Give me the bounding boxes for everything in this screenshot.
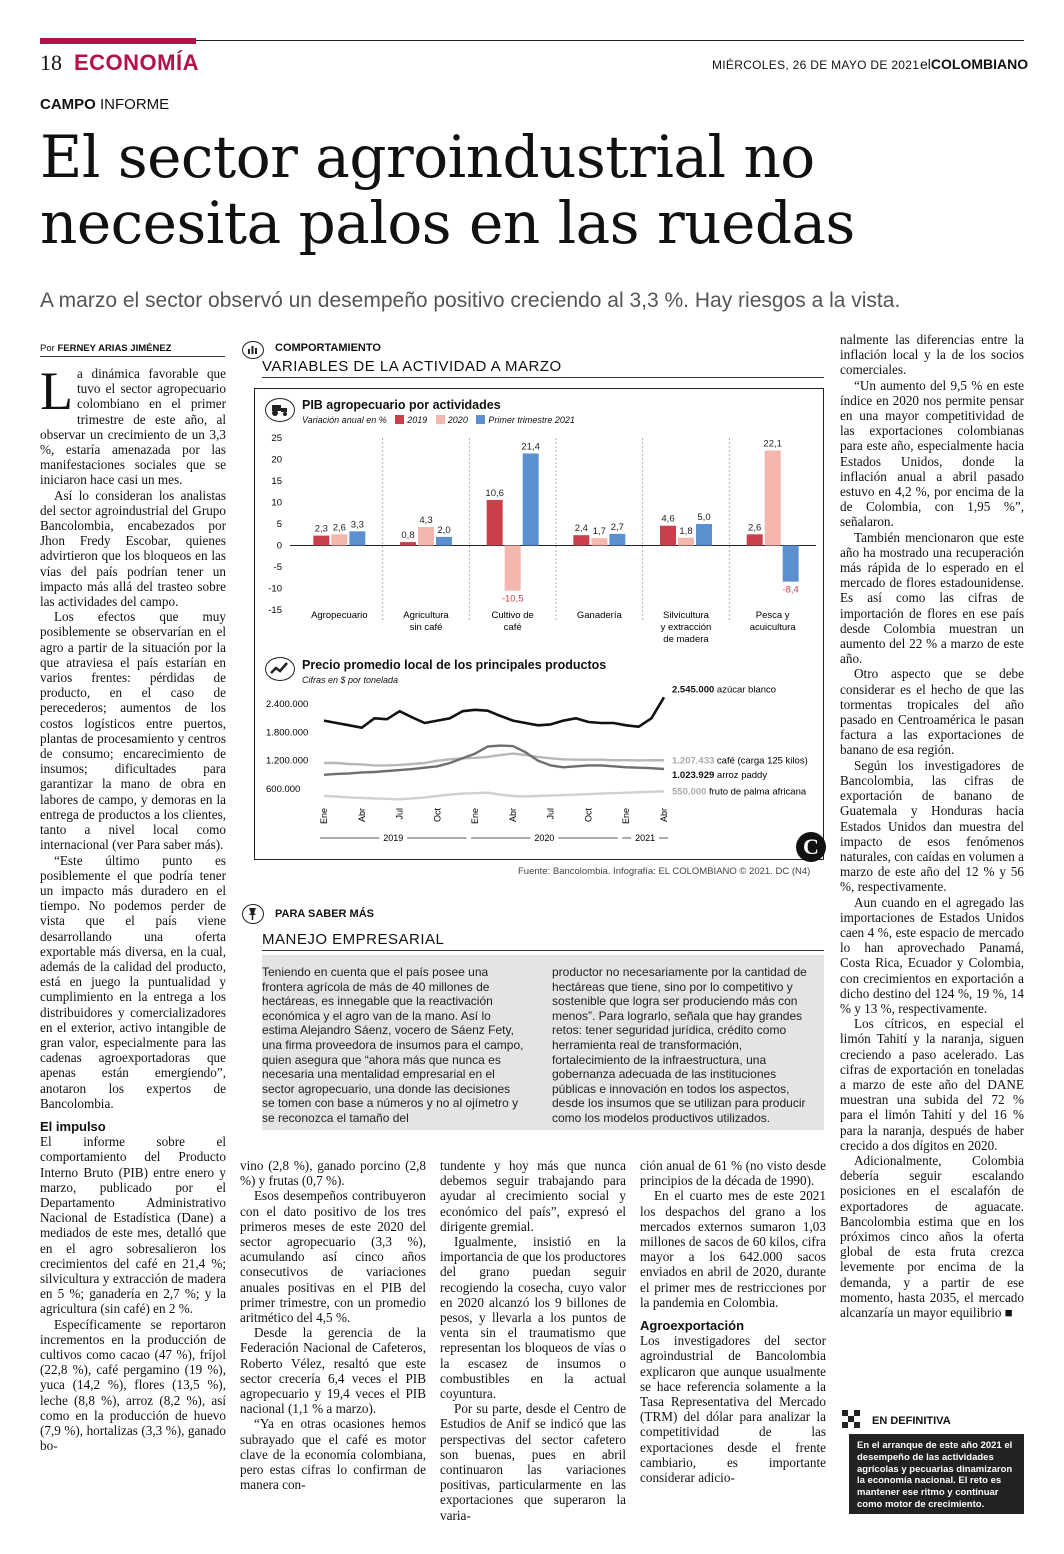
category-label: sin café bbox=[409, 622, 443, 633]
newspaper-emblem: C bbox=[796, 832, 826, 862]
bar bbox=[591, 538, 607, 545]
category-label: y extracción bbox=[660, 622, 712, 633]
series-line bbox=[324, 697, 664, 727]
trend-line-icon bbox=[265, 657, 295, 681]
series-last-value: 1.023.929 bbox=[672, 769, 717, 781]
category-label: café bbox=[503, 622, 522, 633]
data-label: 2,6 bbox=[332, 522, 346, 534]
data-label: 1,7 bbox=[592, 526, 606, 538]
y-tick-label: 1.800.000 bbox=[266, 727, 309, 739]
paragraph: Los cítricos, en especial el limón Tahití y la naranja, siguen creciendo a paso acelerado. Las cifras de exportación en toneladas a marzo de este año del DANE muestran una subida del 72 % para el limón Tahití y del 16 % para la naranja, después de haber crecido a dos dígitos en 2020. bbox=[840, 1016, 1024, 1153]
byline bbox=[40, 343, 171, 354]
definitiva-label: EN DEFINITIVA bbox=[872, 1415, 951, 1427]
data-label: 3,3 bbox=[350, 519, 364, 531]
y-tick-label: 600.000 bbox=[266, 783, 301, 795]
paragraph: También mencionaron que este año ha mostrado una recuperación más rápida de lo esperado en el mercado de flores estadounidense. Es así como las cifras de importación de flores en ese país desde Colombia muestran un aumento del 22 % a marzo de este año. bbox=[840, 529, 1024, 667]
legend-label: 2020 bbox=[447, 415, 468, 425]
y-tick-label: 1.200.000 bbox=[266, 755, 309, 767]
bar bbox=[313, 536, 329, 546]
paragraph: Adicionalmente, Colombia debería seguir escalando posiciones en el escalafón de exportadores de aguacate. Bancolombia estima que en los próximos cinco años la oferta global de esta fruta crezca levemente por encima de la demanda, y a partir de ese momento, hasta 2035, el mercado alcanzaría un mayor equilibrio ■ bbox=[840, 1152, 1024, 1320]
definitiva-box: En el arranque de este año 2021 el desempeño de las actividades agrícolas y pecuarias dinamizaron la economía nacional. El reto es mantener ese ritmo y continuar como motor de crecimiento. bbox=[849, 1434, 1024, 1514]
data-label: 21,4 bbox=[521, 441, 540, 453]
section-name: ECONOMÍA bbox=[74, 50, 199, 75]
headline-line-2: necesita palos en las ruedas bbox=[40, 189, 855, 257]
y-tick-label: 25 bbox=[271, 433, 282, 444]
sidebox-label: PARA SABER MÁS bbox=[275, 908, 375, 920]
paragraph: vino (2,8 %), ganado porcino (2,8 %) y frutas (0,7 %). bbox=[240, 1158, 426, 1189]
deck: A marzo el sector observó un desempeño positivo creciendo al 3,3 %. Hay riesgos a la vista. bbox=[40, 289, 901, 312]
legend-label: 2019 bbox=[407, 415, 428, 425]
bar-chart-legend bbox=[302, 415, 575, 425]
y-tick-label: 2.400.000 bbox=[266, 699, 309, 711]
brand-name: COLOMBIANO bbox=[930, 56, 1029, 72]
bar bbox=[660, 526, 676, 546]
bar-chart-title: PIB agropecuario por actividades bbox=[302, 398, 501, 412]
paragraph: Esos desempeños contribuyeron con el dato positivo de los tres primeros meses de este 2020 del sector agropecuario (3,3 %), acumulando así cinco años consecutivos de variaciones anuales positivas en el PIB del primer trimestre, con un promedio aritmético del 4,5 %. bbox=[240, 1188, 426, 1326]
bar-chart-icon bbox=[242, 341, 264, 359]
drop-cap: L bbox=[40, 361, 73, 421]
paragraph: Los efectos que muy posiblemente se observarían en el agro a partir de la situación por la que atraviesa el país estarían en varios frentes: pérdidas de producto, en el caso de perecederos; aumentos de los costos logísticos entre puertos, plantas de procesamiento y centros de consumo; encarecimiento de insumos; dificultades para garantizar la mano de obra en labores de campo, y demoras en la entrega de productos a los clientes, tanto a nivel local como internacional (ver Para saber más). bbox=[40, 609, 226, 853]
y-tick-label: 0 bbox=[276, 540, 282, 552]
y-tick-label: -15 bbox=[268, 605, 282, 616]
y-tick-label: 15 bbox=[271, 476, 282, 487]
column-5 bbox=[840, 332, 1024, 1320]
paragraph: ción anual de 61 % (no visto desde principios de la década de 1990). bbox=[640, 1158, 826, 1189]
data-label: 5,0 bbox=[697, 512, 711, 523]
category-label: acuicultura bbox=[749, 622, 796, 633]
paragraph: tundente y hoy más que nunca debemos seguir trabajando para ayudar al crecimiento social y económico del país”, expresó el dirigente gremial. bbox=[440, 1158, 626, 1234]
data-label: 2,7 bbox=[610, 521, 624, 533]
x-tick-label: Abr bbox=[659, 808, 669, 823]
paragraph: Según los investigadores de Bancolombia, las cifras de exportación de banano de Guatemala y Honduras hacia Estados Unidos dan muestra del impacto de esos fenómenos naturales, con caídas en volumen a marzo de este año del 12 % y 56 %, respectivamente. bbox=[840, 757, 1024, 895]
legend-swatch-2020 bbox=[436, 415, 445, 424]
byline-rule bbox=[40, 356, 225, 357]
kicker bbox=[40, 96, 169, 113]
paragraph: Los investigadores del sector agroindustrial de Bancolombia explicaron que aunque usualmente se hace referencia solamente a la Tasa Representativa del Mercado (TRM) del dólar para analizar la competitividad de las exportaciones desde el frente cambiario, es importante considerar adicio- bbox=[640, 1333, 826, 1486]
x-tick-label: Abr bbox=[356, 808, 367, 823]
line-chart bbox=[256, 684, 822, 854]
issue-date: MIÉRCOLES, 26 DE MAYO DE 2021 bbox=[712, 58, 920, 72]
paragraph: Igualmente, insistió en la importancia de que los productores del grano puedan seguir recogiendo la cosecha, cuyo valor en 2020 alcanzó los 9 billones de pesos, y llevarla a los puntos de venta sin el traumatismo que representan los bloqueos de vías o la escasez de insumos o combustibles en la actual coyuntura. bbox=[440, 1234, 626, 1402]
bar bbox=[523, 453, 539, 545]
brand-prefix: el bbox=[920, 56, 931, 72]
byline-author: FERNEY ARIAS JIMÉNEZ bbox=[57, 343, 172, 354]
bar bbox=[765, 450, 781, 545]
series-name: azúcar blanco bbox=[716, 684, 777, 696]
series-name: café (carga 125 kilos) bbox=[716, 755, 808, 767]
y-tick-label: -5 bbox=[273, 562, 282, 573]
paragraph: “Este último punto es posiblemente el que podría tener un impacto más duradero en el tiempo. No podemos perder de vista que el país viene desarrollando una oferta exportable más diversa, en la cual, además de la calidad del producto, está en juego la puntualidad y cumplimiento en la entrega a los distribuidores y comercializadores en el exterior, activo intangible de gran valor, especialmente para las cadenas agroexportadoras que apenas están emergiendo”, anotaron los expertos de Bancolombia. bbox=[40, 852, 226, 1111]
paragraph: Específicamente se reportaron incrementos en la producción de cultivos como cacao (47 %), fríjol (22,8 %), café pergamino (19 %), yuca (14,2 %), flores (13,5 %), leche (8,8 %), arroz (8,2 %), así como en la producción de huevo (7,9 %), hortalizas (3,3 %), ganado bo- bbox=[40, 1316, 226, 1454]
paragraph: Desde la gerencia de la Federación Nacional de Cafeteros, Roberto Vélez, resaltó que este sector crecería 6,4 veces el PIB agropecuario y 19,4 veces el PIB nacional (1,1 % a marzo). bbox=[240, 1325, 426, 1417]
column-1 bbox=[40, 361, 226, 1454]
line-chart-subtitle: Cifras en $ por tonelada bbox=[302, 675, 399, 685]
x-tick-label: Abr bbox=[507, 808, 518, 823]
newspaper-logo bbox=[920, 56, 1028, 72]
data-label: 4,6 bbox=[661, 513, 675, 525]
sidebox-text-left: Teniendo en cuenta que el país posee una frontera agrícola de más de 40 millones de hectáreas, es innegable que la reactivación económica y el agro van de la mano. Así lo estima Alejandro Sáenz, vocero de Sáenz Fety, una firma proveedora de insumos para el campo, quien asegura que “ahora más que nunca es necesaria una mentalidad empresarial en el sector agropecuario, una donde las decisiones se tomen con base a números y no al ojímetro y se reconozca el tamaño del bbox=[262, 965, 524, 1125]
column-2 bbox=[240, 1158, 426, 1492]
byline-prefix: Por bbox=[40, 343, 55, 354]
series-name: arroz paddy bbox=[716, 769, 768, 781]
category-label: Pesca y bbox=[755, 610, 790, 621]
category-label: Agropecuario bbox=[311, 610, 368, 621]
y-tick-label: 5 bbox=[276, 519, 282, 530]
paragraph: Otro aspecto que se debe considerar es el hecho de que las tormentas tropicales del año pasado en Centroamérica le pasan factura a las exportaciones de banano de esa región. bbox=[840, 666, 1024, 758]
bar bbox=[696, 524, 712, 546]
category-label: de madera bbox=[663, 634, 709, 645]
graphic-label: COMPORTAMIENTO bbox=[275, 342, 381, 354]
data-label: 0,8 bbox=[401, 530, 415, 542]
data-label: 10,6 bbox=[485, 487, 504, 499]
series-line bbox=[324, 791, 664, 799]
bar bbox=[400, 542, 416, 545]
graphic-rule bbox=[262, 377, 824, 378]
sidebox-rule bbox=[262, 950, 824, 951]
series-label bbox=[672, 770, 767, 781]
y-tick-label: 10 bbox=[271, 497, 282, 509]
series-last-value: 550.000 bbox=[672, 786, 709, 798]
x-tick-label: Ene bbox=[470, 808, 481, 825]
paragraph: Así lo consideran los analistas del sector agroindustrial del Grupo Bancolombia, encabezados por Jhon Fredy Escobar, quienes advirtieron que los bloqueos en las vías del país podrían tener un impacto más allá del trasteo sobre las actividades del campo. bbox=[40, 487, 226, 610]
data-label: 2,6 bbox=[748, 522, 762, 534]
data-label: 2,3 bbox=[314, 523, 328, 535]
column-3 bbox=[440, 1158, 626, 1523]
page-number: 18 bbox=[40, 50, 62, 75]
year-label: 2021 bbox=[635, 833, 656, 843]
paragraph: “Ya en otras ocasiones hemos subrayado que el café es motor clave de la economía colombiana, pero estas cifras lo confirman de manera con- bbox=[240, 1416, 426, 1493]
kicker-bold: CAMPO bbox=[40, 96, 96, 113]
bar bbox=[349, 531, 365, 545]
bar-chart-subtitle: Variación anual en % bbox=[302, 415, 387, 425]
graphic-source: Fuente: Bancolombia. Infografía: EL COLOMBIANO © 2021. DC (N4) bbox=[518, 866, 811, 877]
bar bbox=[487, 500, 503, 546]
bar bbox=[573, 535, 589, 545]
paragraph: En el cuarto mes de este 2021 los despachos del grano a los mercados externos sumaron 1,03 millones de sacos de 60 kilos, cifra mayor a los 642.000 sacos enviados en abril de 2020, durante el primer mes de restricciones por la pandemia en Colombia. bbox=[640, 1188, 826, 1310]
series-name: fruto de palma africana bbox=[708, 786, 807, 798]
pin-icon bbox=[242, 904, 264, 924]
series-label bbox=[672, 755, 808, 766]
legend-swatch-2019 bbox=[395, 415, 404, 424]
legend-swatch-2021 bbox=[476, 415, 485, 424]
series-line bbox=[324, 754, 664, 766]
sidebox-panel bbox=[262, 955, 824, 1130]
subhead: Agroexportación bbox=[640, 1318, 745, 1334]
y-tick-label: -10 bbox=[268, 583, 282, 595]
subhead: El impulso bbox=[40, 1118, 106, 1134]
headline-line-1: El sector agroindustrial no bbox=[40, 123, 815, 191]
bar bbox=[678, 538, 694, 546]
y-tick-label: 20 bbox=[271, 454, 282, 466]
category-label: Agricultura bbox=[403, 610, 449, 621]
x-tick-label: Jul bbox=[394, 808, 405, 820]
column-4 bbox=[640, 1158, 826, 1485]
legend-label: Primer trimestre 2021 bbox=[488, 415, 575, 425]
paragraph: nalmente las diferencias entre la inflación local y la de los socios comerciales. bbox=[840, 332, 1024, 378]
series-last-value: 1.207.433 bbox=[672, 755, 717, 767]
bar bbox=[505, 546, 521, 591]
x-tick-label: Jul bbox=[545, 808, 556, 820]
year-label: 2020 bbox=[534, 833, 555, 843]
sidebox-text-right: productor no necesariamente por la cantidad de hectáreas que tiene, sino por lo competitivo y sostenible que logra ser produciendo más con menos”. Para lograrlo, señala que hay grandes retos: tener seguridad jurídica, crédito como herramienta real de transformación, fortalecimiento de la infraestructura, una gobernanza adecuada de las instituciones públicas e innovación en todos los aspectos, desde los insumos que se utilizan para producir como los modelos productivos utilizados. bbox=[552, 965, 807, 1125]
kicker-light: INFORME bbox=[100, 96, 170, 113]
category-label: Silvicultura bbox=[663, 610, 709, 621]
bar bbox=[331, 534, 347, 545]
tractor-icon bbox=[265, 398, 295, 422]
data-label: 1,8 bbox=[679, 525, 693, 537]
data-label: -8,4 bbox=[782, 584, 799, 596]
series-label bbox=[672, 786, 807, 797]
data-label: 2,4 bbox=[574, 523, 588, 535]
line-chart-title: Precio promedio local de los principales productos bbox=[302, 658, 607, 672]
category-label: Ganadería bbox=[576, 610, 622, 621]
bar bbox=[609, 534, 625, 546]
year-label: 2019 bbox=[383, 833, 404, 843]
paragraph: Por su parte, desde el Centro de Estudios de Anif se indicó que las perspectivas del sector cafetero son buenas, pues en abril continuaron las variaciones positivas, particularmente en las exportaciones que superaron la varia- bbox=[440, 1401, 626, 1523]
checkered-flag-icon bbox=[840, 1408, 862, 1430]
graphic-title: VARIABLES DE LA ACTIVIDAD A MARZO bbox=[262, 358, 562, 375]
category-label: Cultivo de bbox=[491, 610, 534, 621]
data-label: 4,3 bbox=[419, 515, 433, 527]
paragraph: “Un aumento del 9,5 % en este índice en 2020 nos permite pensar en una mayor competitividad de las exportaciones colombianas para este año, especialmente hacia Estados Unidos, donde la inflación anual a abril pasado estuvo en 4,2 %, por encima de la de Colombia, con 1,95 %”, señalaron. bbox=[840, 377, 1024, 530]
data-label: 22,1 bbox=[763, 438, 782, 450]
bar-chart bbox=[256, 428, 822, 660]
bar bbox=[436, 537, 452, 546]
data-label: 2,0 bbox=[437, 524, 451, 536]
headline bbox=[40, 124, 1030, 256]
paragraph: Aun cuando en el agregado las importaciones de Estados Unidos caen 4 %, este espacio de mercado lo han aprovechado Panamá, Costa Rica, Ecuador y Colombia, con crecimientos en exportación a dicho destino del 124 %, 19 %, 14 % y 13 %, respectivamente. bbox=[840, 894, 1024, 1016]
data-label: -10,5 bbox=[501, 593, 524, 605]
paragraph: El informe sobre el comportamiento del Producto Interno Bruto (PIB) entre enero y marzo, publicado por el Departamento Administrativo Nacional de Estadística (Dane) a mediados de este mes, detalló que en el agro sobresalieron los crecimientos del café en 21,4 %; silvicultura y extracción de madera en 5 %; ganadería en 2,7 %; y la agricultura (sin café) en 2 %. bbox=[40, 1134, 226, 1317]
x-tick-label: Ene bbox=[621, 808, 632, 825]
bar bbox=[747, 534, 763, 545]
paragraph: a dinámica favorable que tuvo el sector agropecuario colombiano en el primer trimestre de este año, al observar un crecimiento de un 3,3 %, estaría amenazada por las manifestaciones sociales que se iniciaron hace casi un mes. bbox=[40, 366, 226, 488]
series-last-value: 2.545.000 bbox=[672, 684, 717, 696]
series-label bbox=[672, 684, 776, 695]
sidebox-title: MANEJO EMPRESARIAL bbox=[262, 931, 445, 948]
bar bbox=[783, 546, 799, 582]
bar bbox=[418, 527, 434, 545]
x-tick-label: Ene bbox=[319, 808, 329, 825]
x-tick-label: Oct bbox=[432, 808, 443, 823]
section-accent-bar bbox=[40, 38, 196, 44]
x-tick-label: Oct bbox=[583, 808, 594, 823]
